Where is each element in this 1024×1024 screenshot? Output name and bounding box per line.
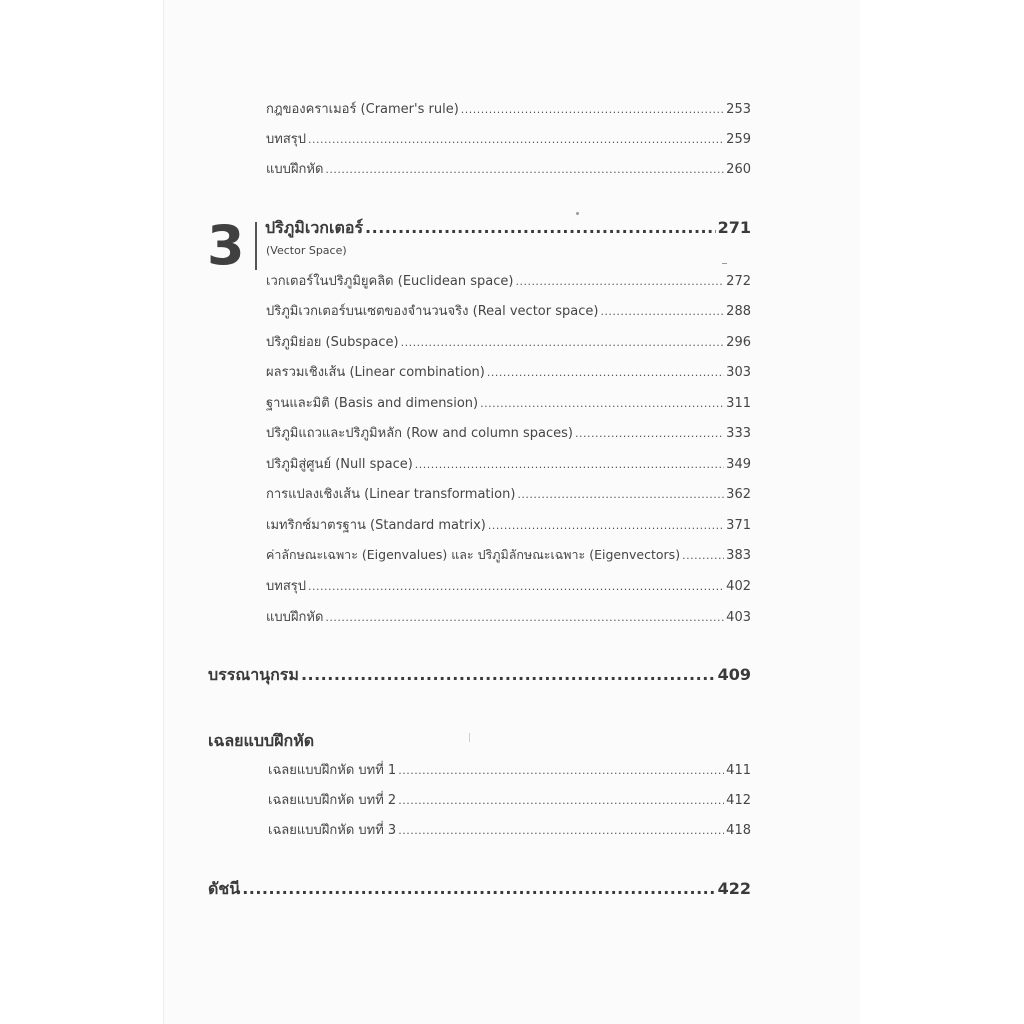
bibliography-entry[interactable] xyxy=(208,663,751,688)
toc-entry-label: ฐานและมิติ (Basis and dimension) xyxy=(266,396,479,411)
toc-entry-page: 303 xyxy=(726,365,751,380)
toc-entry[interactable] xyxy=(266,606,751,627)
toc-entry[interactable] xyxy=(266,361,751,382)
toc-entry-label: ค่าลักษณะเฉพาะ (Eigenvalues) และ ปริภูมิลักษณะเฉพาะ (Eigenvectors) xyxy=(266,547,681,562)
toc-entry-page: 311 xyxy=(726,396,751,411)
toc-entry-label: ปริภูมิสู่ศูนย์ (Null space) xyxy=(266,457,413,472)
leader-dots xyxy=(517,488,724,501)
leader-dots xyxy=(398,794,724,807)
scan-margin-right xyxy=(860,0,1024,1024)
chapter-title-entry[interactable] xyxy=(265,216,751,241)
toc-entry[interactable] xyxy=(266,98,751,119)
toc-entry-page: 383 xyxy=(726,548,751,563)
toc-entry-label: เวกเตอร์ในปริภูมิยูคลิด (Euclidean space) xyxy=(266,274,514,289)
index-label: ดัชนี xyxy=(208,879,241,898)
toc-entry-label: เฉลยแบบฝึกหัด บทที่ 3 xyxy=(268,823,397,838)
toc-entry[interactable] xyxy=(266,392,751,413)
toc-entry[interactable] xyxy=(266,422,751,443)
leader-dots xyxy=(461,103,724,116)
toc-entry-page: 371 xyxy=(726,518,751,533)
toc-entry-page: 259 xyxy=(726,132,751,147)
toc-entry[interactable] xyxy=(266,158,751,179)
toc-entry-label: การแปลงเชิงเส้น (Linear transformation) xyxy=(266,487,516,502)
toc-entry[interactable] xyxy=(266,128,751,149)
leader-dots xyxy=(682,549,724,562)
toc-entry-page: 272 xyxy=(726,274,751,289)
chapter-title: ปริภูมิเวกเตอร์ xyxy=(265,218,364,237)
chapter-number: 3 xyxy=(207,214,243,277)
leader-dots xyxy=(365,218,716,237)
leader-dots xyxy=(325,611,724,624)
toc-entry[interactable] xyxy=(266,300,751,321)
toc-entry-label: เมทริกซ์มาตรฐาน (Standard matrix) xyxy=(266,518,486,533)
toc-entry-page: 288 xyxy=(726,304,751,319)
toc-entry[interactable] xyxy=(266,483,751,504)
chapter-page: 271 xyxy=(717,218,751,237)
toc-entry[interactable] xyxy=(266,575,751,596)
chapter-subtitle: (Vector Space) xyxy=(266,244,347,257)
toc-entry-label: ปริภูมิย่อย (Subspace) xyxy=(266,335,399,350)
answers-heading: เฉลยแบบฝึกหัด xyxy=(208,731,315,750)
toc-entry[interactable] xyxy=(268,789,751,810)
leader-dots xyxy=(242,879,715,898)
toc-entry-label: ปริภูมิเวกเตอร์บนเซตของจำนวนจริง (Real vector space) xyxy=(266,304,599,319)
toc-entry-page: 418 xyxy=(726,823,751,838)
scan-speck xyxy=(722,263,727,264)
leader-dots xyxy=(301,665,716,684)
bibliography-page: 409 xyxy=(717,665,751,684)
toc-entry[interactable] xyxy=(266,270,751,291)
leader-dots xyxy=(308,580,724,593)
toc-entry-label: ปริภูมิแถวและปริภูมิหลัก (Row and column spaces) xyxy=(266,426,573,441)
toc-entry-label: เฉลยแบบฝึกหัด บทที่ 1 xyxy=(268,763,397,778)
leader-dots xyxy=(398,824,724,837)
bibliography-label: บรรณานุกรม xyxy=(208,665,299,684)
leader-dots xyxy=(415,458,724,471)
toc-entry-label: กฎของคราเมอร์ (Cramer's rule) xyxy=(266,102,459,117)
scan-speck xyxy=(576,212,579,215)
toc-entry-page: 296 xyxy=(726,335,751,350)
toc-entry-page: 411 xyxy=(726,763,751,778)
index-page: 422 xyxy=(717,879,751,898)
index-entry[interactable] xyxy=(208,877,751,902)
toc-entry-label: บทสรุป xyxy=(266,579,306,594)
toc-entry[interactable] xyxy=(266,545,751,565)
toc-entry[interactable] xyxy=(268,759,751,780)
toc-entry-page: 362 xyxy=(726,487,751,502)
scan-margin-left xyxy=(0,0,163,1024)
toc-entry[interactable] xyxy=(266,453,751,474)
toc-entry-page: 412 xyxy=(726,793,751,808)
toc-entry-page: 260 xyxy=(726,162,751,177)
leader-dots xyxy=(401,336,725,349)
toc-entry[interactable] xyxy=(266,331,751,352)
leader-dots xyxy=(488,519,724,532)
leader-dots xyxy=(308,133,724,146)
toc-entry-page: 349 xyxy=(726,457,751,472)
toc-entry-label: แบบฝึกหัด xyxy=(266,162,324,177)
leader-dots xyxy=(398,764,724,777)
leader-dots xyxy=(480,397,724,410)
leader-dots xyxy=(600,305,724,318)
toc-entry-label: บทสรุป xyxy=(266,132,306,147)
book-page xyxy=(163,0,862,1024)
toc-entry[interactable] xyxy=(268,819,751,840)
toc-entry-page: 253 xyxy=(726,102,751,117)
toc-entry-page: 333 xyxy=(726,426,751,441)
toc-entry-page: 402 xyxy=(726,579,751,594)
toc-entry-page: 403 xyxy=(726,610,751,625)
leader-dots xyxy=(487,366,724,379)
leader-dots xyxy=(575,427,724,440)
scan-speck xyxy=(469,733,470,742)
chapter-divider xyxy=(255,222,257,270)
toc-entry-label: แบบฝึกหัด xyxy=(266,610,324,625)
toc-entry-label: เฉลยแบบฝึกหัด บทที่ 2 xyxy=(268,793,397,808)
toc-entry[interactable] xyxy=(266,514,751,535)
toc-entry-label: ผลรวมเชิงเส้น (Linear combination) xyxy=(266,365,485,380)
leader-dots xyxy=(515,275,724,288)
leader-dots xyxy=(325,163,724,176)
